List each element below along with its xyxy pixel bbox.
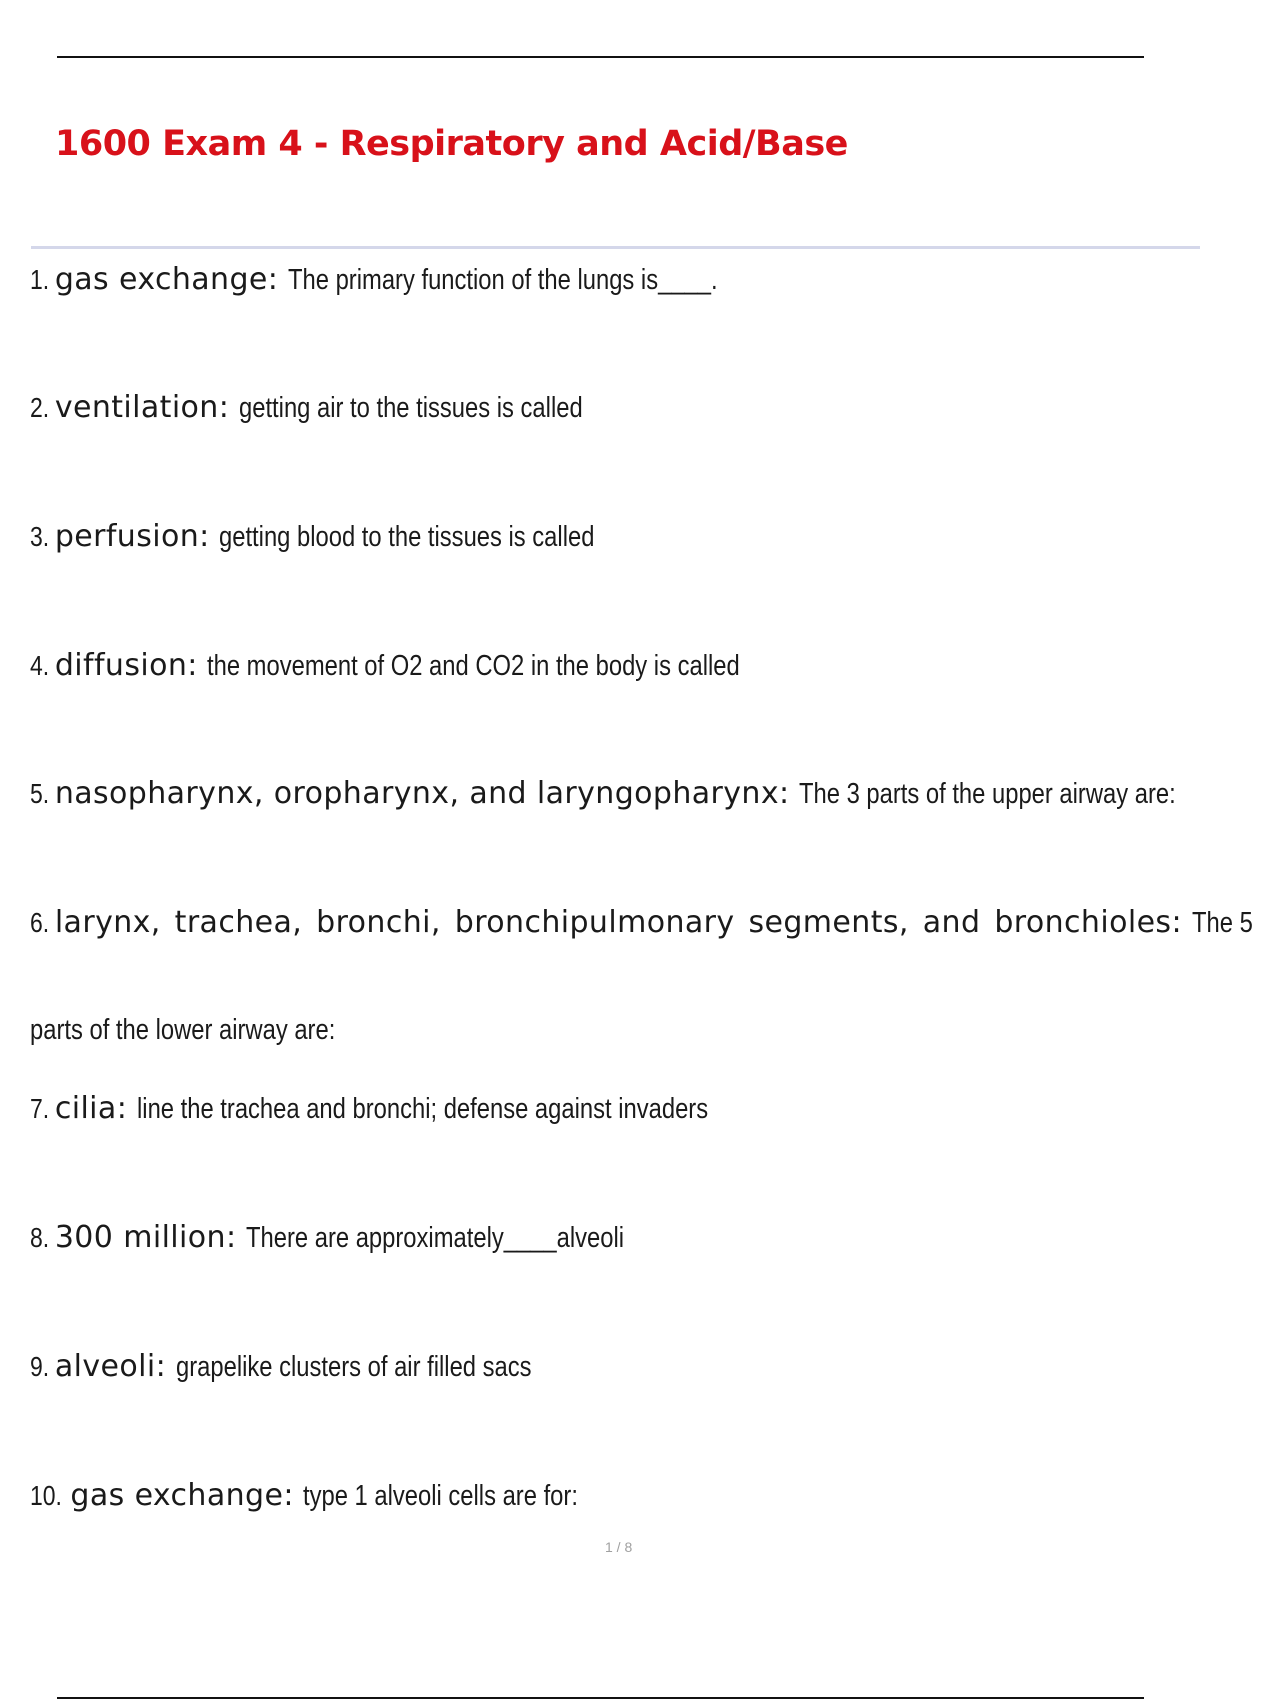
item-number: 9. [30, 1351, 50, 1382]
item-definition: getting air to the tissues is called [238, 392, 583, 424]
item-number: 8. [30, 1222, 50, 1253]
item-definition: line the trachea and bronchi; defense against invaders [136, 1093, 708, 1125]
top-rule [57, 56, 1144, 58]
item-definition-continued: parts of the lower airway are: [30, 1014, 336, 1046]
item-term: larynx, trachea, bronchi, bronchipulmonary segments, and bronchioles [54, 905, 1172, 940]
qa-item-9: 9. alveoli: grapelike clusters of air filled sacs [30, 1349, 532, 1384]
item-definition: The 3 parts of the upper airway are: [799, 778, 1176, 810]
item-definition: the movement of O2 and CO2 in the body is called [207, 650, 741, 682]
item-term: perfusion [54, 519, 200, 554]
item-number: 4. [30, 650, 50, 681]
title-divider [31, 246, 1200, 249]
item-definition: The primary function of the lungs is____. [287, 264, 718, 296]
item-number: 3. [30, 521, 50, 552]
qa-item-2: 2. ventilation: getting air to the tissues is called [30, 390, 583, 425]
qa-item-1: 1. gas exchange: The primary function of the lungs is____. [30, 262, 718, 297]
item-number: 7. [30, 1093, 50, 1124]
qa-item-5: 5. nasopharynx, oropharynx, and laryngopharynx: The 3 parts of the upper airway are: [30, 776, 1176, 811]
item-definition: The 5 [1191, 907, 1253, 939]
page-indicator: 1 / 8 [605, 1539, 633, 1555]
qa-item-4: 4. diffusion: the movement of O2 and CO2 in the body is called [30, 648, 741, 683]
item-definition: grapelike clusters of air filled sacs [175, 1351, 532, 1383]
qa-item-7: 7. cilia: line the trachea and bronchi; defense against invaders [30, 1091, 708, 1126]
qa-item-8: 8. 300 million: There are approximately____alveoli [30, 1220, 625, 1255]
item-number: 5. [30, 778, 50, 809]
bottom-rule [57, 1697, 1144, 1699]
qa-item-6: 6. larynx, trachea, bronchi, bronchipulmonary segments, and bronchioles: The 5 [30, 905, 1253, 940]
qa-item-10: 10. gas exchange: type 1 alveoli cells are for: [30, 1478, 579, 1513]
item-term: diffusion [54, 648, 188, 683]
item-definition: There are approximately____alveoli [246, 1222, 625, 1254]
item-number: 1. [30, 264, 50, 295]
item-definition: getting blood to the tissues is called [219, 521, 595, 553]
item-term: ventilation [54, 390, 219, 425]
item-number: 2. [30, 392, 50, 423]
item-term: gas exchange [70, 1478, 284, 1513]
item-number: 6. [30, 907, 50, 938]
item-term: cilia [54, 1091, 117, 1126]
qa-item-3: 3. perfusion: getting blood to the tissues is called [30, 519, 595, 554]
item-term: gas exchange [54, 262, 268, 297]
document-title: 1600 Exam 4 - Respiratory and Acid/Base [55, 124, 848, 164]
item-term: 300 million [54, 1220, 226, 1255]
item-term: alveoli [54, 1349, 156, 1384]
item-number: 10. [30, 1480, 62, 1511]
item-term: nasopharynx, oropharynx, and laryngopharynx [54, 776, 780, 811]
item-definition: type 1 alveoli cells are for: [303, 1480, 579, 1512]
